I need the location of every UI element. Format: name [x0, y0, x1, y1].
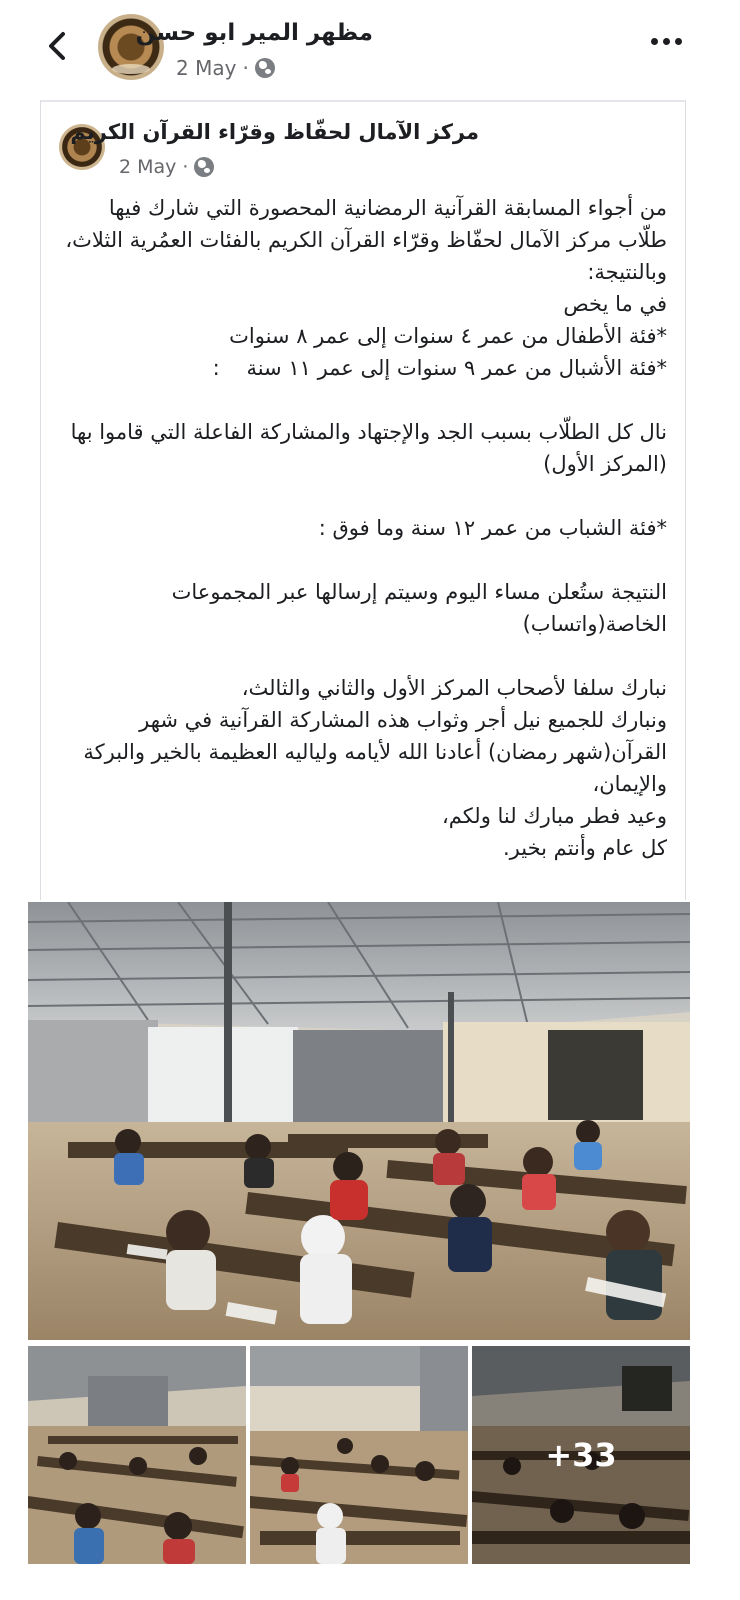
globe-icon — [194, 157, 214, 177]
more-photos-count: +33 — [545, 1436, 617, 1474]
more-dot — [651, 38, 658, 45]
author-name[interactable]: مظهر المير ابو حسن — [135, 20, 373, 46]
meta-separator: · — [182, 156, 189, 178]
post-meta — [176, 56, 275, 80]
post-photo-thumb-1[interactable] — [28, 1346, 246, 1564]
globe-icon — [255, 58, 275, 78]
shared-post-date[interactable]: 2 May — [119, 156, 177, 178]
chevron-left-icon[interactable] — [40, 28, 76, 64]
post-photo-thumb-2[interactable] — [250, 1346, 468, 1564]
meta-separator: · — [242, 56, 249, 80]
more-photos-overlay[interactable] — [472, 1346, 690, 1564]
more-dots-icon[interactable] — [651, 38, 682, 45]
shared-post-meta — [119, 156, 214, 178]
shared-post-card[interactable] — [40, 100, 686, 900]
post-header — [0, 0, 740, 100]
more-dot — [675, 38, 682, 45]
more-dot — [663, 38, 670, 45]
page-name[interactable]: مركز الآمال لحفّاظ وقرّاء القرآن الكريم — [70, 120, 479, 144]
post-photo-main[interactable] — [28, 902, 690, 1340]
post-date[interactable]: 2 May — [176, 56, 237, 80]
post-photo-thumb-3[interactable] — [472, 1346, 690, 1564]
post-text: من أجواء المسابقة القرآنية الرمضانية المحصورة التي شارك فيها طلّاب مركز الآمال لحفّاظ وقرّاء القرآن الكريم بالفئات العمُرية الثلاث، وبالنتيجة: في ما يخص *فئة الأطفال من عمر ٤ سنوات إلى عمر ٨ سنوات *فئة الأشبال من عمر ٩ سنوات إلى عمر ١١ سنة : نال كل الطلّاب بسبب الجد والإجتهاد والمشاركة الفاعلة التي قاموا بها (المركز الأول) *فئة الشباب من عمر ١٢ سنة وما فوق : النتيجة ستُعلن مساء اليوم وسيتم إرسالها عبر المجموعات الخاصة(واتساب) نبارك سلفا لأصحاب المركز الأول والثاني والثالث، ونبارك للجميع نيل أجر وثواب هذه المشاركة القرآنية في شهر القرآن(شهر رمضان) أعادنا الله لأيامه ولياليه العظيمة بالخير والبركة والإيمان، وعيد فطر مبارك لنا ولكم، كل عام وأنتم بخير. — [65, 196, 667, 860]
